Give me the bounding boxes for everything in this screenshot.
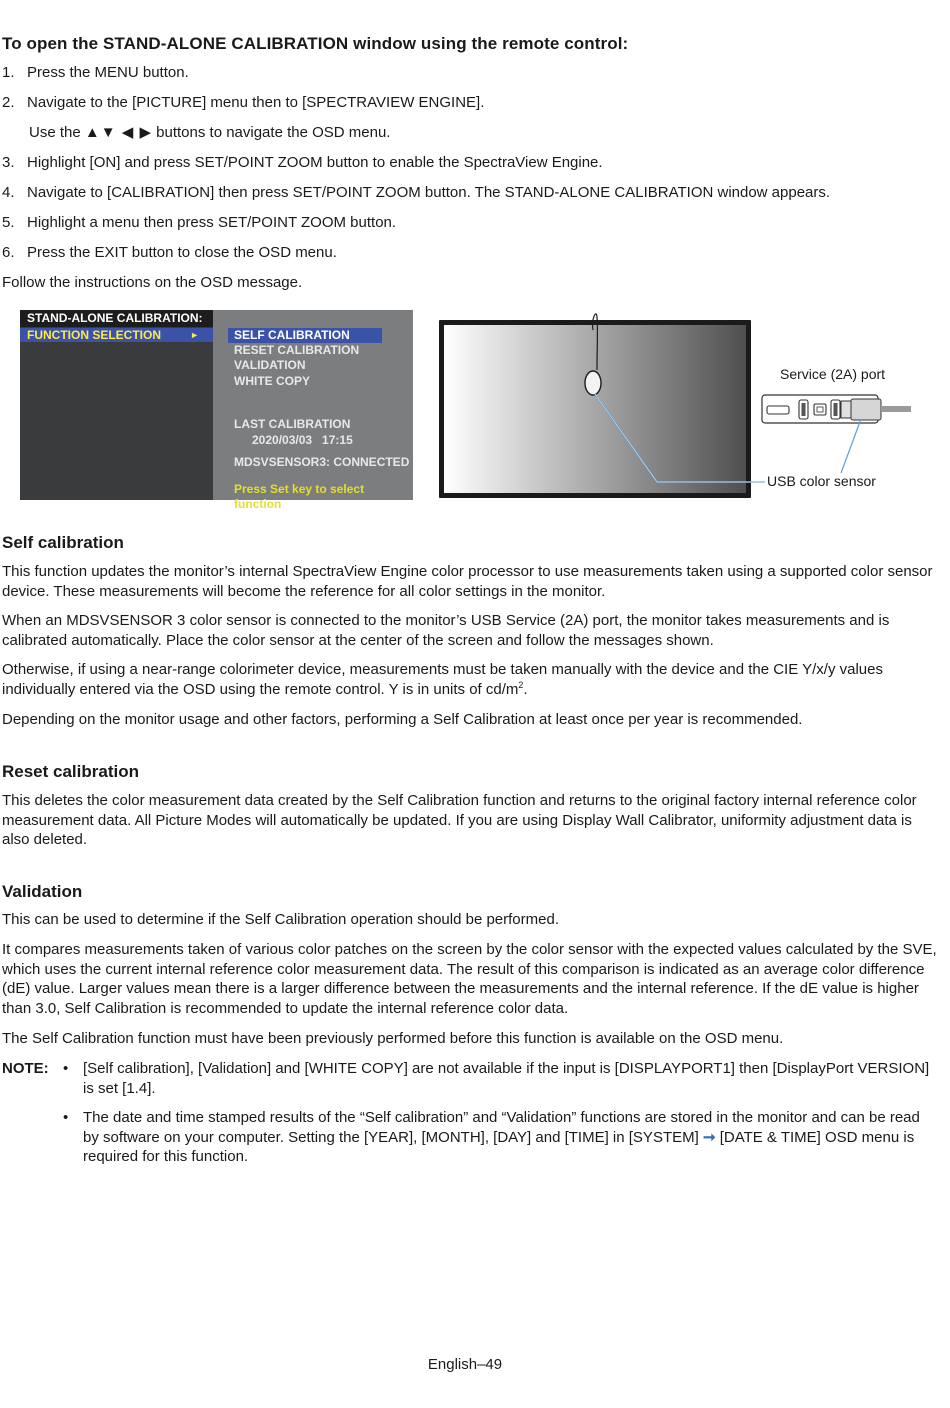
step-text: Highlight a menu then press SET/POINT ZOOM button. (27, 214, 397, 231)
osd-arrow-icon: ► (190, 330, 199, 340)
page-number: English–49 (427, 1356, 503, 1373)
step-text: Navigate to [CALIBRATION] then press SET/POINT ZOOM button. The STAND-ALONE CALIBRATION window appears. (27, 184, 831, 201)
osd-last-calibration-label: LAST CALIBRATION (234, 417, 351, 431)
arrow-buttons-icon: ▲▼ ◀ ▶ (84, 124, 152, 141)
step-text: Press the MENU button. (27, 64, 189, 81)
validation-p2: It compares measurements taken of various color patches on the screen by the color sensor with the expected values calculated by the SVE, which uses the current internal reference color measurement data. The result of this comparison is indicated as an average color difference (dE) value. Larger values mean there is a larger difference between the measurements and the internal reference. If the dE value is higher than 3.0, Self Calibration is recommended to update the internal reference color data. (2, 941, 937, 1017)
validation-p1: This can be used to determine if the Self Calibration operation should be performed. (2, 911, 559, 928)
self-calibration-p3: Otherwise, if using a near-range colorimeter device, measurements must be taken manually with the device and the CIE Y/x/y values individually entered via the OSD using the remote control. Y is in units of $cd/m^2$. (2, 661, 883, 698)
step-number: 6. (2, 244, 15, 261)
self-calibration-p2: When an MDSVSENSOR 3 color sensor is connected to the monitor’s USB Service (2A) port, the monitor takes measurements and is calibrated automatically. Place the color sensor at the center of the screen and follow the messages shown. (2, 612, 890, 649)
step-number: 4. (2, 184, 15, 201)
reset-calibration-heading: Reset calibration (2, 762, 139, 781)
validation-heading: Validation (2, 882, 83, 901)
step-2 (0, 92, 940, 122)
note-item-2: The date and time stamped results of the “Self calibration” and “Validation” functions are stored in the monitor and can be read by software on your computer. Setting the [YEAR], [MONTH], [DAY] and [TIME] in [SYSTEM] ➞ [DATE & TIME] OSD menu is required for this function. (83, 1109, 920, 1165)
note-bullet: • (63, 1109, 69, 1126)
step-text: Navigate to the [PICTURE] menu then to [SPECTRAVIEW ENGINE]. (27, 94, 485, 111)
subnote-post: buttons to navigate the OSD menu. (151, 124, 391, 141)
osd-sensor-status: MDSVSENSOR3: CONNECTED (234, 455, 410, 469)
osd-item-validation: VALIDATION (234, 358, 306, 372)
osd-item-white-copy: WHITE COPY (234, 374, 311, 388)
step-1 (0, 62, 940, 92)
step-4 (0, 182, 940, 212)
osd-item-reset-calibration: RESET CALIBRATION (234, 343, 360, 357)
step-text: Press the EXIT button to close the OSD menu. (27, 244, 337, 261)
osd-hint: Press Set key to select function (234, 482, 365, 511)
osd-menu-screenshot (20, 310, 413, 511)
osd-function-selection (20, 328, 213, 342)
osd-last-calibration-value: 2020/03/03 17:15 (252, 433, 353, 447)
self-calibration-p4: Depending on the monitor usage and other factors, performing a Self Calibration at least once per year is recommended. (2, 711, 803, 728)
validation-p3: The Self Calibration function must have been previously performed before this function is available on the OSD menu. (2, 1030, 784, 1047)
note-label: NOTE: (2, 1060, 49, 1077)
step-2-subnote (0, 122, 940, 152)
step-3 (0, 152, 940, 182)
note-bullet: • (63, 1060, 69, 1077)
step-5 (0, 212, 940, 242)
step-number: 3. (2, 154, 15, 171)
service-port-label: Service (2A) port (780, 366, 886, 382)
self-calibration-p1: This function updates the monitor’s internal SpectraView Engine color processor to use measurements taken using a supported color sensor device. These measurements will become the reference for all color settings in the monitor. (2, 563, 933, 600)
procedure-title: To open the STAND-ALONE CALIBRATION window using the remote control: (2, 34, 629, 53)
follow-instructions: Follow the instructions on the OSD message. (2, 274, 303, 291)
osd-header: STAND-ALONE CALIBRATION: (20, 310, 213, 327)
osd-item-self-calibration: SELF CALIBRATION (228, 328, 382, 343)
usb-sensor-label: USB color sensor (767, 473, 876, 489)
note-item-1: [Self calibration], [Validation] and [WHITE COPY] are not available if the input is [DISPLAYPORT1] then [DisplayPort VERSION] is set [1.4]. (83, 1060, 930, 1097)
step-number: 1. (2, 64, 15, 81)
step-number: 2. (2, 94, 15, 111)
subnote-pre: Use the (29, 124, 85, 141)
step-number: 5. (2, 214, 15, 231)
step-text: Highlight [ON] and press SET/POINT ZOOM button to enable the SpectraView Engine. (27, 154, 603, 171)
osd-function-selection-label: FUNCTION SELECTION (27, 328, 161, 342)
procedure-steps (0, 62, 940, 272)
reset-calibration-p1: This deletes the color measurement data created by the Self Calibration function and returns to the original factory internal reference color measurement data. All Picture Modes will automatically be updated. If you are using Display Wall Calibrator, uniformity adjustment data is also deleted. (2, 792, 917, 848)
monitor-sensor-diagram (437, 308, 917, 503)
step-6 (0, 242, 940, 272)
arrow-right-icon: ➞ (702, 1128, 716, 1146)
self-calibration-heading: Self calibration (2, 533, 124, 552)
